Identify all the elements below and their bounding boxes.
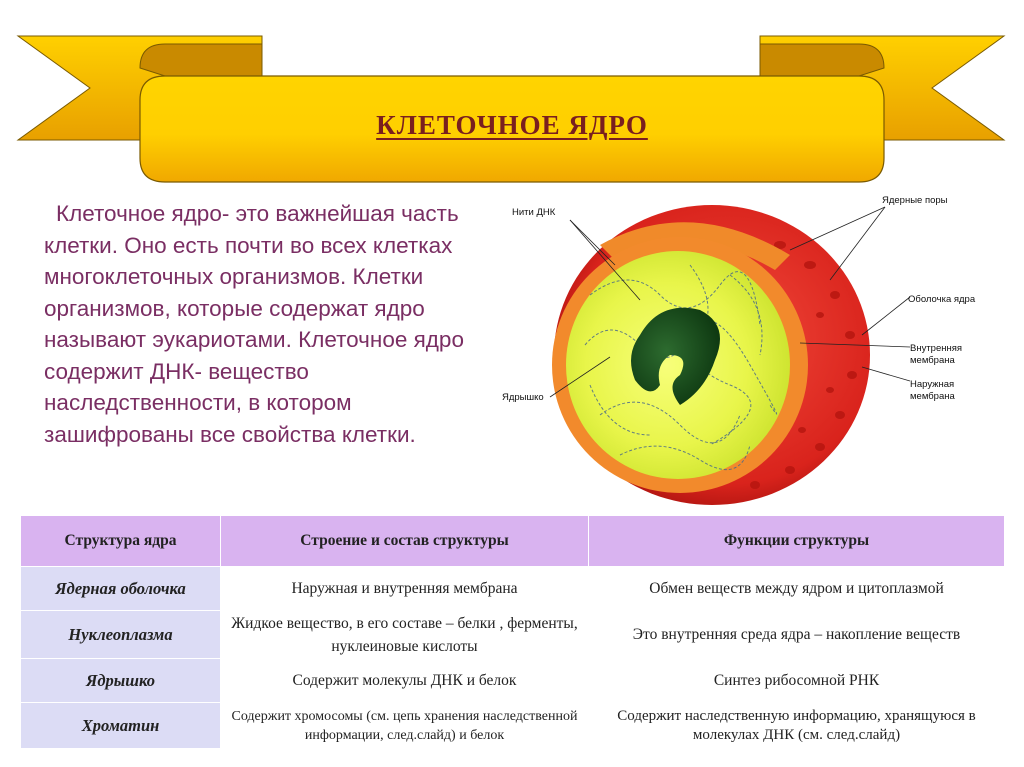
row-function: Обмен веществ между ядром и цитоплазмой xyxy=(589,567,1005,611)
label-nuclear-pores: Ядерные поры xyxy=(882,195,948,206)
row-name: Ядерная оболочка xyxy=(21,567,221,611)
table-row xyxy=(21,703,1005,749)
row-name: Нуклеоплазма xyxy=(21,611,221,659)
row-structure: Содержит молекулы ДНК и белок xyxy=(221,659,589,703)
nucleus-diagram xyxy=(490,185,1024,505)
row-structure: Наружная и внутренняя мембрана xyxy=(221,567,589,611)
label-inner-membrane-1: Внутренняя xyxy=(910,343,963,354)
intro-text: Клеточное ядро- это важнейшая часть клетки. Оно есть почти во всех клетках многоклеточных организмов. Клетки организмов, которые содержат ядро называют эукариотами. Клеточное ядро содержит ДНК- вещество наследственности, в котором зашифрованы все свойства клетки. xyxy=(44,201,464,447)
title-banner xyxy=(0,0,1024,190)
row-structure: Содержит хромосомы (см. цепь хранения наследственной информации, след.слайд) и белок xyxy=(221,703,589,749)
header-composition: Строение и состав структуры xyxy=(221,516,589,567)
row-name: Хроматин xyxy=(21,703,221,749)
row-function: Синтез рибосомной РНК xyxy=(589,659,1005,703)
table-header-row xyxy=(21,516,1005,567)
nucleoplasm-shape xyxy=(566,251,790,479)
table-row xyxy=(21,659,1005,703)
header-structure: Структура ядра xyxy=(21,516,221,567)
table-row xyxy=(21,567,1005,611)
row-function: Это внутренняя среда ядра – накопление веществ xyxy=(589,611,1005,659)
label-nuclear-envelope: Оболочка ядра xyxy=(908,294,976,305)
label-outer-membrane-1: Наружная xyxy=(910,379,955,390)
row-name: Ядрышко xyxy=(21,659,221,703)
label-nucleolus: Ядрышко xyxy=(502,392,544,403)
header-function: Функции структуры xyxy=(589,516,1005,567)
label-inner-membrane-2: мембрана xyxy=(910,355,955,366)
row-structure: Жидкое вещество, в его составе – белки , ферменты, нуклеиновые кислоты xyxy=(221,611,589,659)
page-title: КЛЕТОЧНОЕ ЯДРО xyxy=(376,110,648,140)
row-function: Содержит наследственную информацию, хранящуюся в молекулах ДНК (см. след.слайд) xyxy=(589,703,1005,749)
table-row xyxy=(21,611,1005,659)
label-outer-membrane-2: мембрана xyxy=(910,391,955,402)
structure-table xyxy=(20,515,1005,749)
label-dna-threads: Нити ДНК xyxy=(512,207,556,218)
